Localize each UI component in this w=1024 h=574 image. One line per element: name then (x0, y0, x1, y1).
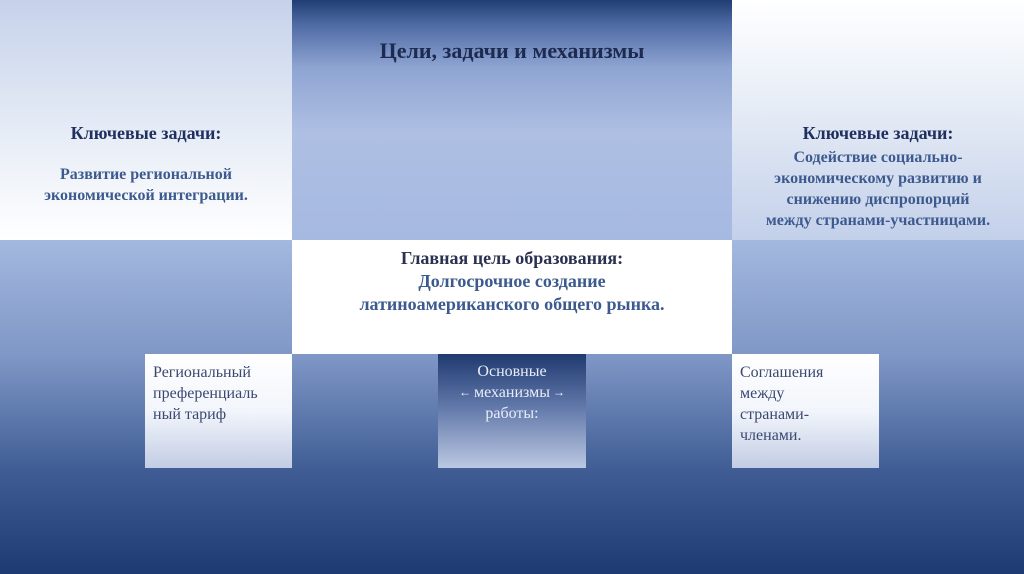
mechanism-agreements-line: между (740, 385, 785, 402)
right-tasks-line: Содействие социально- (793, 149, 963, 166)
left-tasks-heading: Ключевые задачи: (70, 123, 222, 143)
right-tasks-line: между странами-участницами. (765, 212, 991, 229)
mechanisms-arrow-line (438, 382, 586, 403)
arrow-left-icon: ← (459, 385, 471, 399)
left-tasks-panel (0, 0, 292, 240)
mechanism-agreements-box (732, 354, 879, 468)
mechanism-tariff-box (145, 354, 292, 468)
right-tasks-text (740, 147, 1016, 231)
mechanisms-line: механизмы (474, 384, 550, 401)
arrow-right-icon: → (553, 385, 565, 399)
page-title: Цели, задачи и механизмы (379, 38, 645, 63)
main-goal-line: латиноамериканского общего рынка. (359, 294, 665, 314)
mechanisms-line: работы: (485, 405, 539, 422)
mechanism-tariff-text (153, 362, 286, 425)
main-goal-text (302, 270, 722, 316)
mechanisms-center-box (438, 354, 586, 468)
title-panel (292, 0, 732, 240)
mechanism-agreements-line: Соглашения (740, 364, 824, 381)
mechanisms-center-text (438, 361, 586, 424)
right-tasks-line: снижению диспропорций (786, 191, 970, 208)
main-goal-panel (292, 240, 732, 354)
right-tasks-panel (732, 0, 1024, 240)
right-tasks-heading: Ключевые задачи: (802, 123, 954, 143)
left-tasks-text: Развитие региональной экономической интеграции. (44, 166, 248, 204)
mechanisms-line: Основные (477, 363, 547, 380)
mechanism-agreements-line: странами- (740, 406, 810, 423)
mechanism-agreements-line: членами. (740, 427, 802, 444)
main-goal-content (302, 247, 722, 316)
right-tasks-content (740, 122, 1016, 231)
left-tasks-content (10, 122, 282, 206)
right-tasks-line: экономическому развитию и (774, 170, 982, 187)
main-goal-heading: Главная цель образования: (400, 248, 624, 268)
mechanism-tariff-line: Региональный (153, 364, 251, 381)
mechanism-agreements-text (740, 362, 873, 446)
main-goal-line: Долгосрочное создание (418, 271, 606, 291)
mechanism-tariff-line: ный тариф (153, 406, 227, 423)
mechanism-tariff-line: преференциаль (153, 385, 258, 402)
